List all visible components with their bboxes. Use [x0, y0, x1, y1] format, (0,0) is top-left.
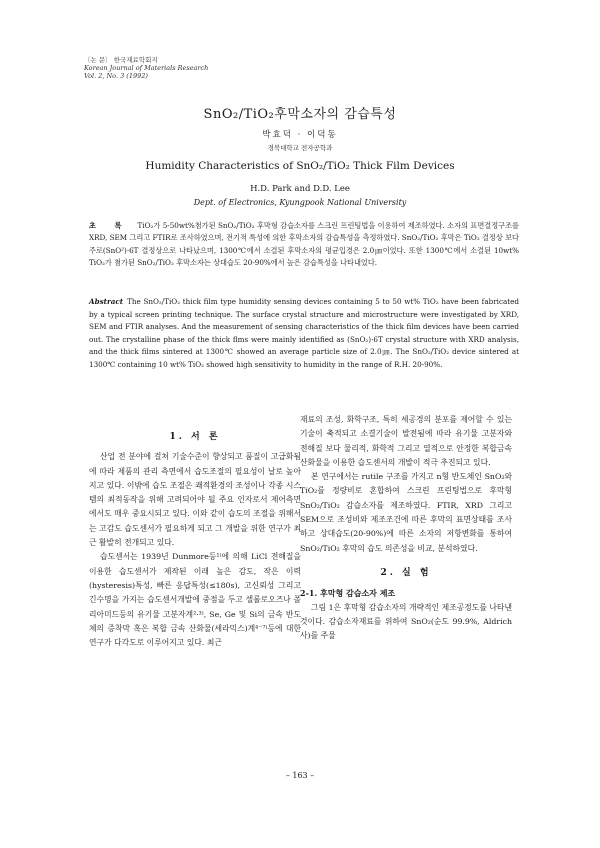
- abstract-english-text: The SnO₂/TiO₂ thick film type humidity sensing devices containing 5 to 50 wt% TiO₂ have been fabricated by a typical screen printing technique. The surface crystal structure and microstructure were investigated by XRD, SEM and FTIR analyses. And the measurement of sensing characteristics of the thick film devices have been carried out. The crystalline phase of the thick flms were mainly identified as (SnO₂)·6T crystal structure with XRD analysis, and the thick films sintered at 1300℃ showed an average particle size of 2.0㎛. The SnO₂/TiO₂ device sintered at 1300℃ containing 10 wt% TiO₂ showed high sensitivity to humidity in the range of R.H. 20-90%.: [89, 297, 519, 369]
- abstract-english-label: Abstract: [89, 297, 124, 306]
- section-heading-introduction: 1. 서 론: [169, 432, 221, 442]
- page-number: – 163 –: [285, 771, 315, 780]
- left-column: [89, 430, 301, 650]
- authors-english: H.D. Park and D.D. Lee: [250, 184, 350, 194]
- right-column: [300, 413, 512, 643]
- abstract-english: [89, 296, 519, 372]
- subsection-heading-fabrication: 2-1. 후막형 감습소자 제조: [300, 588, 396, 599]
- intro-paragraph-3: 재료의 조성, 화학구조, 특히 세공경의 분포를 제어할 수 있는 기술이 축적되고 소결기술이 발전됨에 따라 유기물 고분자와 전해질 보다 물리적, 화학적 그리고 열적으로 안정한 복합금속 산화물을 이용한 습도센서의 개발이 적극 추진되고 있다.: [300, 415, 512, 467]
- section-heading-experiment: 2. 실 험: [380, 567, 432, 578]
- abstract-korean-label: 초 록: [89, 221, 130, 230]
- abstract-korean: [89, 220, 519, 269]
- experiment-paragraph-1: 그림 1은 후막형 감습소자의 개략적인 제조공정도를 나타낸 것이다. 감습소자재료를 위하여 SnO₂(순도 99.9%, Aldrich사)를 주물: [300, 602, 512, 641]
- intro-paragraph-2: 습도센서는 1939년 Dunmore등¹⁾에 의해 LiCl 전해질을 이용한 습도센서가 제작된 이래 높은 감도, 작은 이력(hysteresis)특성, 빠른 응답특성(≤180s), 고신뢰성 그리고 긴수명을 가지는 습도센서개발에 중점을 두고 셀룰로오즈나 폴리아미드등의 유기물 고분자계²·³⁾, Se, Ge 및 Si의 금속 반도체의 증착막 혹은 복합 금속 산화물(세라믹스)계⁴⁻⁷⁾등에 대한 연구가 다각도로 이루어지고 있다. 최근: [89, 552, 301, 648]
- authors-korean: 박효덕 · 이덕동: [262, 130, 338, 140]
- intro-paragraph-1: 산업 전 분야에 걸쳐 기술수준이 향상되고 품질이 고급화됨에 따라 제품의 관리 측면에서 습도조절의 필요성이 날로 높아지고 있다. 이밖에 습도 조절은 쾌적환경의 조성이나 각종 시스템의 최적동작을 위해 고려되어야 될 주요 인자로서 제어측면에서도 매우 중요시되고 있다. 이와 같이 습도의 조절을 위해서는 고감도 습도센서가 필요하게 되고 그 개발을 위한 연구가 최근 활발히 전개되고 있다.: [89, 452, 301, 548]
- affiliation-korean: 경북대학교 전자공학과: [267, 144, 333, 152]
- journal-header-line1: 〔논 문〕 한국재료학회지: [84, 56, 158, 64]
- journal-header-line2: Korean Journal of Materials Research: [84, 64, 209, 72]
- paper-title: SnO₂/TiO₂후막소자의 감습특성: [203, 107, 397, 122]
- abstract-korean-text: TiO₂가 5-50wt%첨가된 SnO₂/TiO₂ 후막형 감습소자를 스크린 프린팅법을 이용하여 제조하였다. 소자의 표면결정구조를 XRD, SEM 그리고 FTIR로 조사하였으며, 전기적 특성에 의한 후막소자의 감습특성을 측정하였다. SnO₂/TiO₂ 후막은 TiO₂ 결정상 보다 주로(SnO²)·6T 결정상으로 나타났으며, 1300℃에서 소결된 후막소자의 평균입경은 2.0㎛이었다. 또한 1300℃에서 소결된 10wt% TiO₂가 첨가된 SnO₂/TiO₂ 후막소자는 상대습도 20-90%에서 높은 감습특성을 나타내었다.: [89, 221, 519, 267]
- intro-paragraph-4: 본 연구에서는 rutile 구조를 가지고 n형 반도체인 SnO₂와 TiO₂를 정량비로 혼합하여 스크린 프린팅법으로 후막형 SnO₂/TiO₂ 감습소자를 제조하였다. FTIR, XRD 그리고 SEM으로 조성비와 제조조건에 따른 후막의 표면상태를 조사하고 상대습도(20-90%)에 따른 소자의 저항변화를 통하여 SnO₂/TiO₂ 후막의 습도 의존성을 비교, 분석하였다.: [300, 472, 512, 553]
- journal-header-line3: Vol. 2, No. 3 (1992): [84, 72, 148, 80]
- affiliation-english: Dept. of Electronics, Kyungpook National University: [193, 198, 407, 207]
- paper-title-english: Humidity Characteristics of SnO₂/TiO₂ Thick Film Devices: [145, 160, 455, 172]
- journal-header: [84, 56, 208, 80]
